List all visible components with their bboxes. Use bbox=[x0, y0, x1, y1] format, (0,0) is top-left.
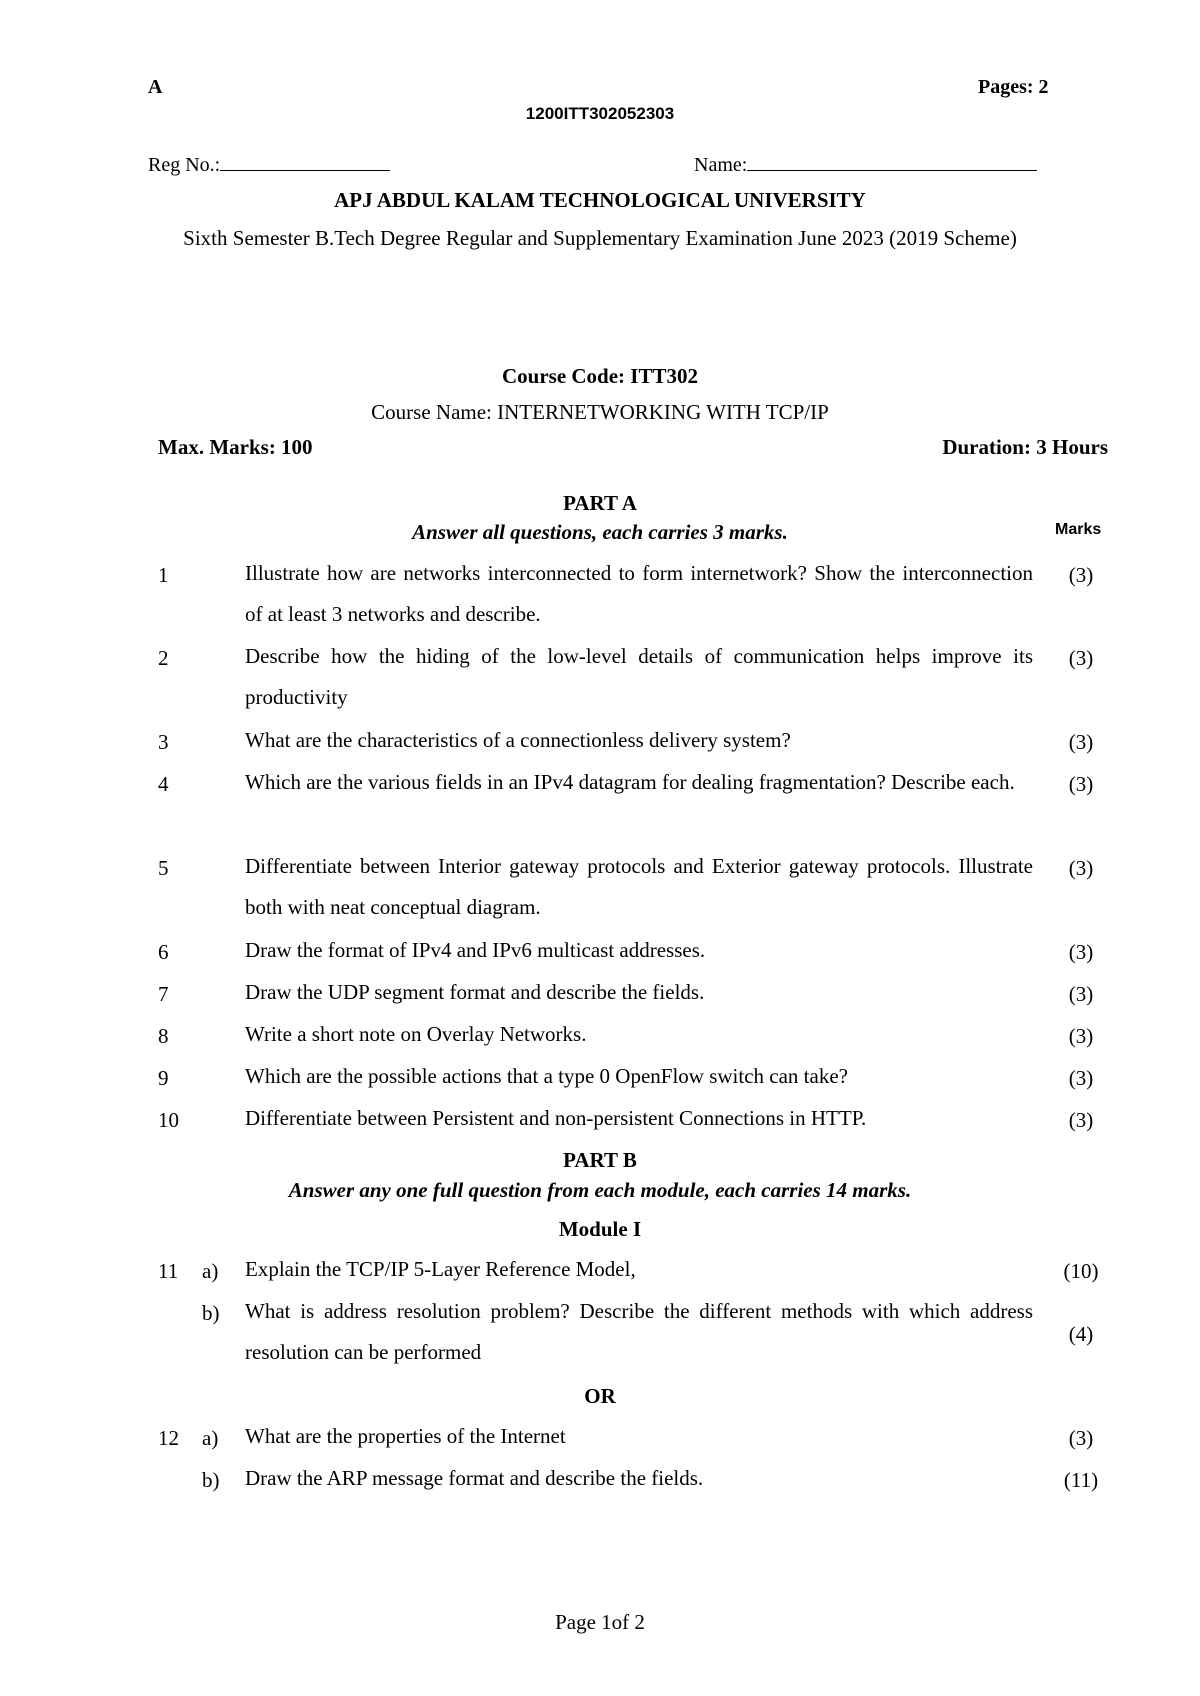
question-number: 5 bbox=[158, 856, 169, 880]
exam-title: Sixth Semester B.Tech Degree Regular and Supplementary Examination June 2023 (2019 Scheme) bbox=[183, 226, 1017, 250]
sub-question-text-b: Draw the ARP message format and describe the fields. bbox=[245, 1466, 704, 1490]
part-b-instruction: Answer any one full question from each module, each carries 14 marks. bbox=[288, 1178, 912, 1202]
question-number: 9 bbox=[158, 1066, 169, 1090]
part-b-title: PART B bbox=[563, 1148, 637, 1172]
question-text: Illustrate how are networks interconnected to form internetwork? Show the interconnection of at least 3 networks and describe. bbox=[245, 561, 1033, 626]
sub-question-marks-b: (11) bbox=[1063, 1468, 1099, 1492]
question-marks: (3) bbox=[1068, 772, 1094, 796]
course-name: Course Name: INTERNETWORKING WITH TCP/IP bbox=[371, 400, 829, 424]
or-separator: OR bbox=[584, 1384, 616, 1408]
marks-column-header: Marks bbox=[1055, 521, 1102, 538]
name-label: Name: bbox=[694, 154, 748, 176]
question-marks: (3) bbox=[1068, 563, 1094, 587]
question-text: Differentiate between Persistent and non-persistent Connections in HTTP. bbox=[245, 1106, 867, 1130]
sub-question-marks-b: (4) bbox=[1068, 1322, 1094, 1346]
sub-question-marks-a: (3) bbox=[1068, 1426, 1094, 1450]
name-line bbox=[747, 170, 1037, 171]
question-number: 4 bbox=[158, 772, 169, 796]
question-marks: (3) bbox=[1068, 856, 1094, 880]
name-field bbox=[694, 154, 1037, 177]
max-marks: Max. Marks: 100 bbox=[158, 435, 313, 459]
question-number: 1 bbox=[158, 563, 169, 587]
paper-code: 1200ITT302052303 bbox=[525, 104, 675, 123]
question-marks: (3) bbox=[1068, 1108, 1094, 1132]
question-marks: (3) bbox=[1068, 730, 1094, 754]
reg-no-line bbox=[220, 170, 390, 171]
question-number: 3 bbox=[158, 730, 169, 754]
question-marks: (3) bbox=[1068, 940, 1094, 964]
question-number: 2 bbox=[158, 646, 169, 670]
sub-question-text-a: Explain the TCP/IP 5-Layer Reference Model, bbox=[245, 1257, 636, 1281]
question-marks: (3) bbox=[1068, 1066, 1094, 1090]
question-marks: (3) bbox=[1068, 982, 1094, 1006]
sub-question-marks-a: (10) bbox=[1063, 1259, 1099, 1283]
course-code: Course Code: ITT302 bbox=[501, 364, 698, 388]
question-number: 7 bbox=[158, 982, 169, 1006]
part-a-instruction: Answer all questions, each carries 3 marks. bbox=[412, 520, 788, 544]
question-number: 8 bbox=[158, 1024, 169, 1048]
question-number: 12 bbox=[158, 1426, 179, 1450]
sub-question-label-b: b) bbox=[202, 1301, 220, 1325]
question-number: 6 bbox=[158, 940, 169, 964]
reg-no-field bbox=[148, 154, 390, 177]
sub-question-label-a: a) bbox=[202, 1259, 219, 1283]
sub-question-text-b: What is address resolution problem? Describe the different methods with which address resolution can be performed bbox=[245, 1299, 1033, 1364]
series-letter: A bbox=[148, 76, 163, 98]
question-number: 10 bbox=[158, 1108, 179, 1132]
part-a-title: PART A bbox=[563, 491, 637, 515]
question-marks: (3) bbox=[1068, 646, 1094, 670]
question-text: Describe how the hiding of the low-level details of communication helps improve its productivity bbox=[245, 644, 1033, 709]
sub-question-label-b: b) bbox=[202, 1468, 220, 1492]
question-text: Which are the possible actions that a type 0 OpenFlow switch can take? bbox=[245, 1064, 848, 1088]
question-text: Which are the various fields in an IPv4 datagram for dealing fragmentation? Describe each. bbox=[245, 770, 1015, 794]
question-text: What are the characteristics of a connectionless delivery system? bbox=[245, 728, 791, 752]
duration: Duration: 3 Hours bbox=[942, 435, 1108, 459]
page-count: Pages: 2 bbox=[978, 76, 1049, 98]
reg-no-label: Reg No.: bbox=[148, 154, 221, 176]
sub-question-text-a: What are the properties of the Internet bbox=[245, 1424, 566, 1448]
module-heading: Module I bbox=[558, 1217, 642, 1241]
question-text: Draw the UDP segment format and describe the fields. bbox=[245, 980, 705, 1004]
question-text: Differentiate between Interior gateway protocols and Exterior gateway protocols. Illustrate both with neat conceptual diagram. bbox=[245, 854, 1033, 919]
question-marks: (3) bbox=[1068, 1024, 1094, 1048]
question-text: Draw the format of IPv4 and IPv6 multicast addresses. bbox=[245, 938, 706, 962]
university-name: APJ ABDUL KALAM TECHNOLOGICAL UNIVERSITY bbox=[334, 188, 866, 212]
question-text: Write a short note on Overlay Networks. bbox=[245, 1022, 587, 1046]
page-footer: Page 1of 2 bbox=[555, 1610, 645, 1634]
question-number: 11 bbox=[158, 1259, 179, 1283]
sub-question-label-a: a) bbox=[202, 1426, 219, 1450]
